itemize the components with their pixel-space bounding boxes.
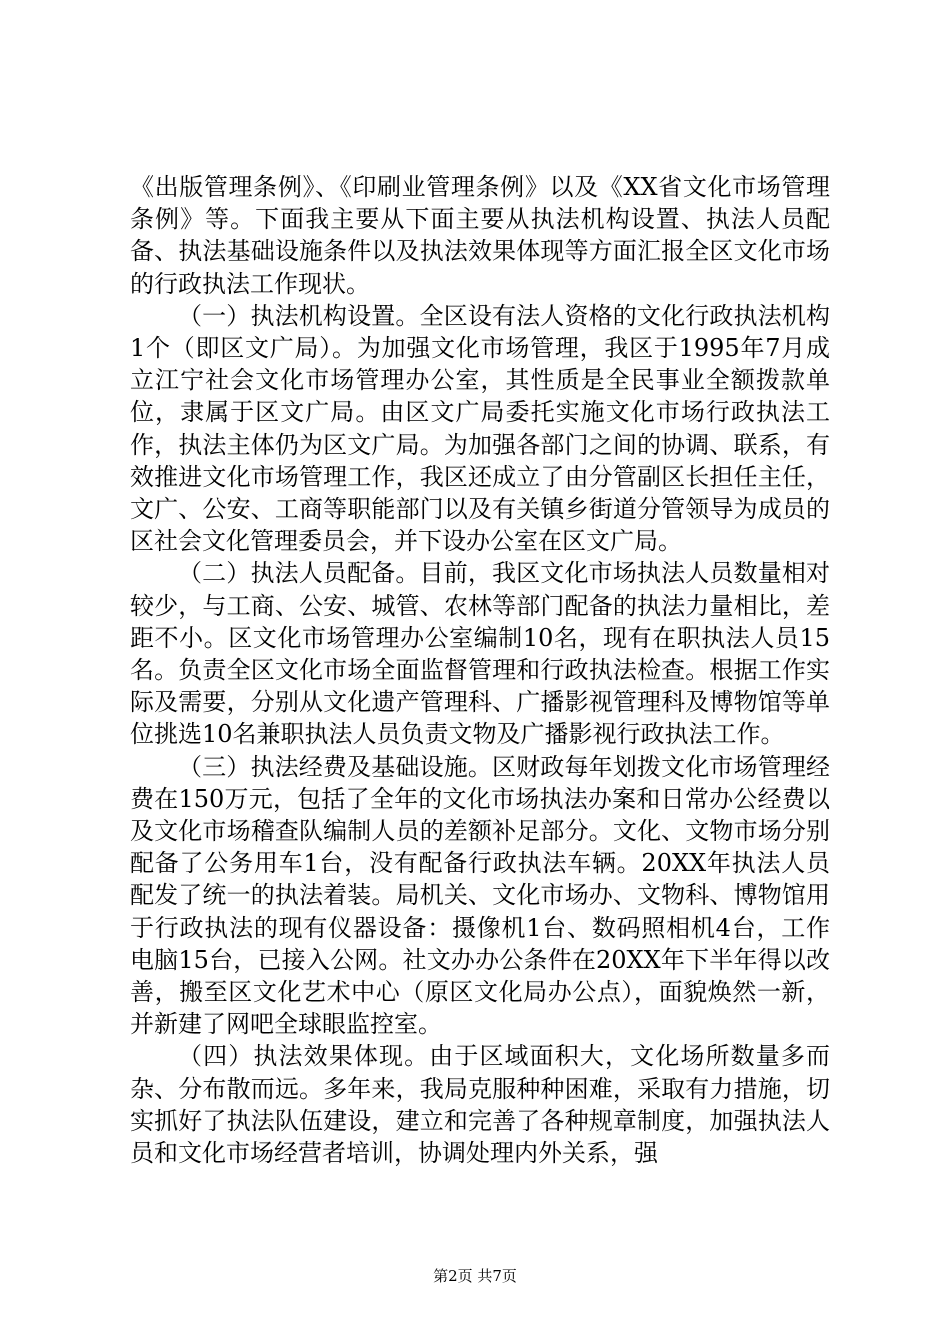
paragraph-section-4: （四）执法效果体现。由于区域面积大，文化场所数量多而杂、分布散而远。多年来，我局克服种种困难，采取有力措施，切实抓好了执法队伍建设，建立和完善了各种规章制度，加强执法人员和文化市场经营者培训，协调处理内外关系，强: [130, 1042, 830, 1168]
paragraph-section-2: （二）执法人员配备。目前，我区文化市场执法人员数量相对较少，与工商、公安、城管、农林等部门配备的执法力量相比，差距不小。区文化市场管理办公室编制10名，现有在职执法人员15名。负责全区文化市场全面监督管理和行政执法检查。根据工作实际及需要，分别从文化遗产管理科、广播影视管理科及博物馆等单位挑选10名兼职执法人员负责文物及广播影视行政执法工作。: [130, 559, 830, 749]
page-footer: 第2页 共7页: [433, 1267, 517, 1285]
paragraph-intro: 《出版管理条例》、《印刷业管理条例》以及《XX省文化市场管理条例》等。下面我主要从下面主要从执法机构设置、执法人员配备、执法基础设施条件以及执法效果体现等方面汇报全区文化市场的行政执法工作现状。: [130, 173, 830, 298]
paragraph-section-1: （一）执法机构设置。全区设有法人资格的文化行政执法机构1个（即区文广局）。为加强文化市场管理，我区于1995年7月成立江宁社会文化市场管理办公室，其性质是全民事业全额拨款单位，隶属于区文广局。由区文广局委托实施文化市场行政执法工作，执法主体仍为区文广局。为加强各部门之间的协调、联系，有效推进文化市场管理工作，我区还成立了由分管副区长担任主任，文广、公安、工商等职能部门以及有关镇乡街道分管领导为成员的区社会文化管理委员会，并下设办公室在区文广局。: [130, 301, 830, 556]
document-body: [130, 171, 830, 1169]
paragraph-section-3: （三）执法经费及基础设施。区财政每年划拨文化市场管理经费在150万元，包括了全年的文化市场执法办案和日常办公经费以及文化市场稽查队编制人员的差额补足部分。文化、文物市场分别配备了公务用车1台，没有配备行政执法车辆。20XX年执法人员配发了统一的执法着装。局机关、文化市场办、文物科、博物馆用于行政执法的现有仪器设备：摄像机1台、数码照相机4台，工作电脑15台，已接入公网。社文办办公条件在20XX年下半年得以改善，搬至区文化艺术中心（原区文化局办公点），面貌焕然一新，并新建了网吧全球眼监控室。: [130, 752, 830, 1039]
